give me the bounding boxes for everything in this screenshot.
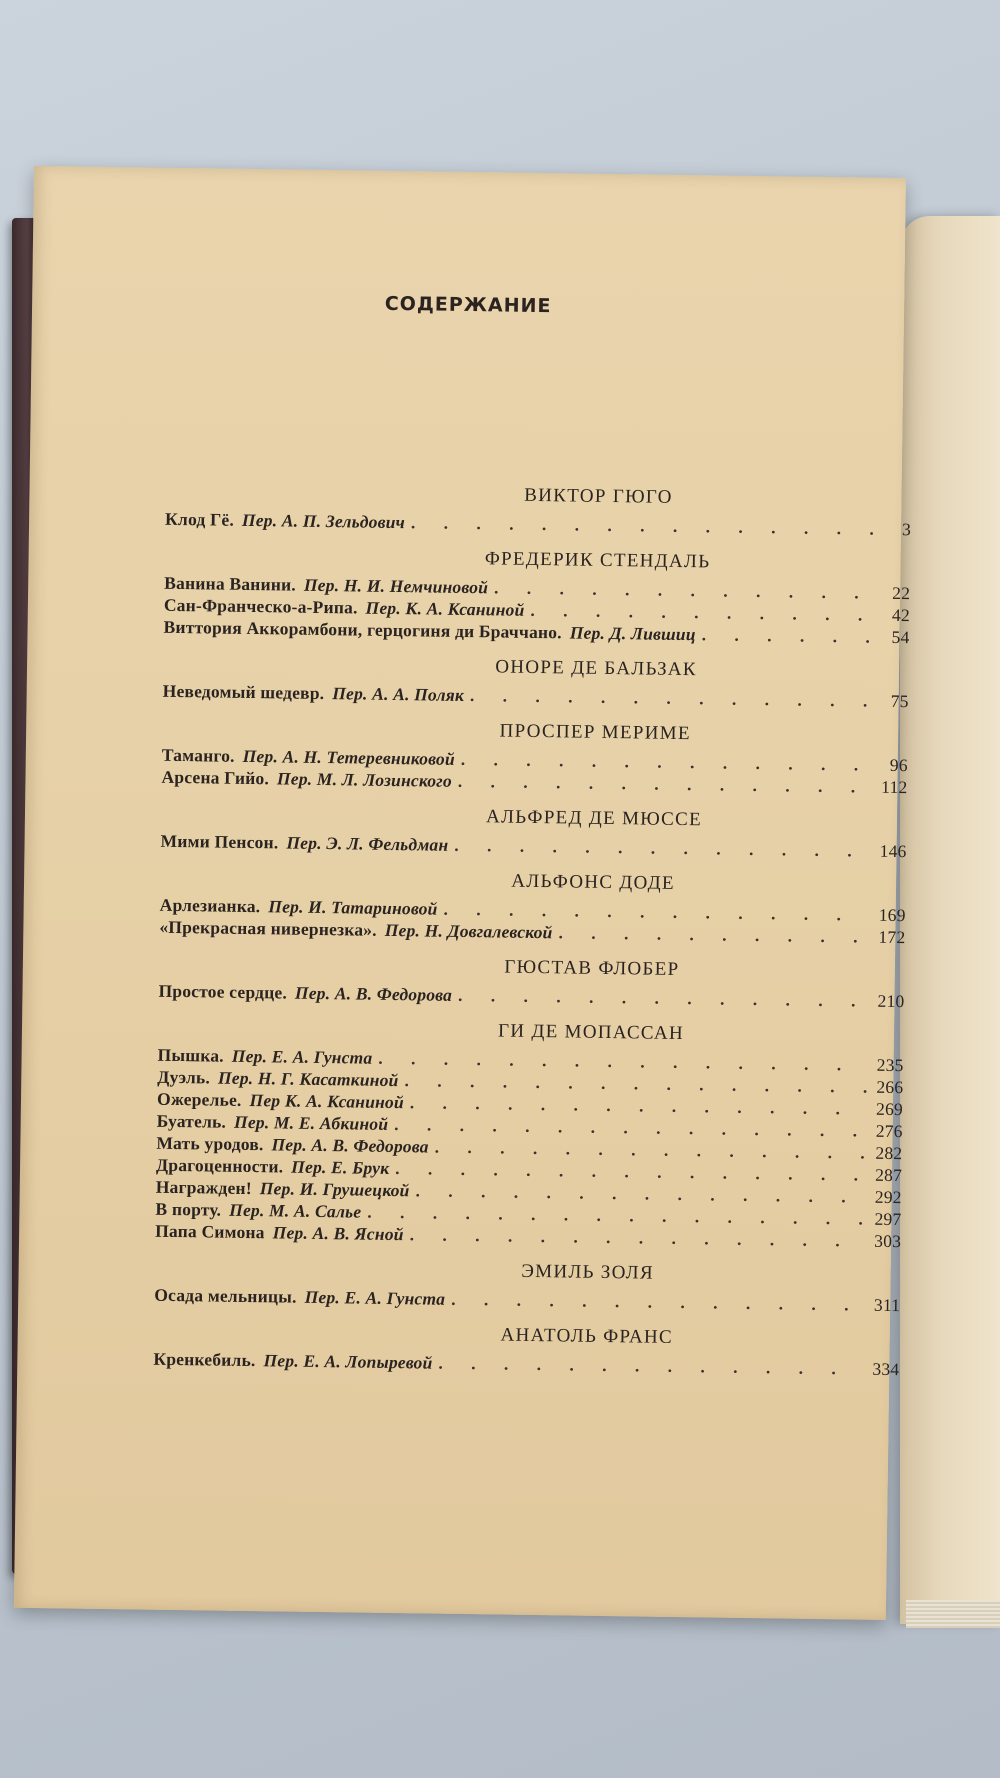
entry-page-number: 269 <box>875 1098 904 1120</box>
entry-title: Буатель. <box>156 1110 227 1132</box>
entry-title: Мими Пенсон. <box>160 830 279 853</box>
toc-entry <box>154 1284 900 1316</box>
toc-entry <box>165 508 911 540</box>
entry-page-number: 303 <box>874 1230 902 1252</box>
entry-translator: Пер. А. Н. Тетеревниковой <box>242 745 456 769</box>
entry-translator: Пер. Н. Довгалевской <box>384 919 553 943</box>
entry-title: Виттория Аккорамбони, герцогиня ди Браччано. <box>163 616 562 643</box>
entry-page-number: 287 <box>875 1164 903 1186</box>
table-of-contents <box>153 466 912 1380</box>
entry-title: Мать уродов. <box>156 1132 264 1155</box>
entry-page-number: 282 <box>875 1142 903 1164</box>
entry-page-number: 112 <box>881 776 908 798</box>
entry-translator: Пер. М. Е. Абкиной <box>233 1111 389 1134</box>
entry-title: Ванина Ванини. <box>164 572 297 595</box>
entry-title: Арлезианка. <box>159 894 261 917</box>
author-heading: ГИ ДЕ МОПАССАН <box>497 1020 685 1045</box>
entry-translator: Пер. А. В. Федорова <box>271 1134 429 1157</box>
entry-title: В порту. <box>155 1198 222 1220</box>
entry-translator: Пер. Е. Брук <box>291 1156 390 1178</box>
entry-translator: Пер. И. Грушецкой <box>259 1178 410 1201</box>
entry-page-number: 96 <box>889 754 908 776</box>
author-heading: ОНОРЕ ДЕ БАЛЬЗАК <box>495 656 698 681</box>
entry-title: Папа Симона <box>155 1220 265 1243</box>
entry-translator: Пер. Е. А. Гунста <box>231 1045 373 1068</box>
entry-page-number: 172 <box>878 926 906 948</box>
entry-translator: Пер. Е. А. Лопыревой <box>263 1350 433 1373</box>
entry-page-number: 3 <box>901 519 912 540</box>
author-heading: АНАТОЛЬ ФРАНС <box>500 1324 674 1348</box>
entry-title: Пышка. <box>157 1044 224 1066</box>
entry-page-number: 22 <box>892 582 911 604</box>
contents-page <box>14 166 912 1620</box>
entry-translator: Пер К. А. Ксаниной <box>249 1090 405 1113</box>
entry-translator: Пер. И. Татариновой <box>268 896 438 919</box>
entry-translator: Пер. А. В. Ясной <box>272 1222 404 1245</box>
entry-page-number: 266 <box>876 1076 904 1098</box>
entry-translator: Пер. Е. А. Гунста <box>304 1286 446 1309</box>
page-title: СОДЕРЖАНИЕ <box>384 292 552 318</box>
entry-title: Арсена Гийо. <box>161 766 270 789</box>
dot-leader <box>702 623 874 647</box>
author-heading: ЭМИЛЬ ЗОЛЯ <box>521 1260 655 1284</box>
entry-translator: Пер. А. В. Федорова <box>294 982 453 1005</box>
author-heading: ПРОСПЕР МЕРИМЕ <box>499 720 691 745</box>
entry-title: «Прекрасная нивернезка». <box>159 916 377 940</box>
toc-entry <box>163 680 909 712</box>
entry-page-number: 297 <box>874 1208 902 1230</box>
dot-leader <box>458 770 872 798</box>
dot-leader <box>438 1352 863 1380</box>
entry-title: Сан-Франческо-а-Рипа. <box>163 594 358 618</box>
entry-page-number: 54 <box>891 626 910 648</box>
entry-title: Клод Гё. <box>164 508 235 530</box>
toc-entry <box>158 980 904 1012</box>
author-heading: АЛЬФРЕД ДЕ МЮССЕ <box>485 806 703 831</box>
entry-translator: Пер. Д. Лившиц <box>569 622 696 645</box>
toc-entry <box>153 1348 899 1380</box>
entry-page-number: 210 <box>877 990 905 1012</box>
entry-title: Неведомый шедевр. <box>162 680 325 704</box>
entry-translator: Пер. Э. Л. Фельдман <box>286 832 449 855</box>
entry-title: Осада мельницы. <box>154 1284 297 1307</box>
dot-leader <box>458 984 869 1012</box>
author-heading: АЛЬФОНС ДОДЕ <box>511 870 675 894</box>
entry-page-number: 75 <box>890 690 909 712</box>
entry-title: Простое сердце. <box>158 980 288 1003</box>
entry-translator: Пер. К. А. Ксаниной <box>365 597 525 620</box>
entry-page-number: 311 <box>873 1294 901 1316</box>
entry-title: Ожерелье. <box>156 1088 242 1110</box>
entry-page-number: 276 <box>875 1120 903 1142</box>
entry-page-number: 42 <box>891 604 910 626</box>
author-heading: ФРЕДЕРИК СТЕНДАЛЬ <box>484 548 711 573</box>
author-heading: ГЮСТАВ ФЛОБЕР <box>504 956 680 981</box>
entry-title: Кренкебиль. <box>153 1348 256 1371</box>
author-heading: ВИКТОР ГЮГО <box>524 484 673 508</box>
page-edges <box>906 1600 1000 1628</box>
entry-title: Дуэль. <box>157 1066 211 1088</box>
entry-translator: Пер. М. Л. Лозинского <box>276 768 453 791</box>
dot-leader <box>558 921 869 947</box>
entry-page-number: 146 <box>879 840 907 862</box>
entry-page-number: 235 <box>876 1054 904 1076</box>
dot-leader <box>470 684 873 712</box>
entry-translator: Пер. Н. И. Немчиновой <box>303 574 489 598</box>
dot-leader <box>454 834 871 862</box>
dot-leader <box>411 511 875 539</box>
entry-title: Награжден! <box>155 1176 252 1199</box>
entry-translator: Пер. Н. Г. Касаткиной <box>217 1067 399 1091</box>
facing-page <box>900 216 1000 1624</box>
entry-translator: Пер. М. А. Салье <box>229 1199 362 1222</box>
entry-title: Таманго. <box>161 744 235 766</box>
entry-translator: Пер. А. А. Поляк <box>332 683 465 705</box>
entry-translator: Пер. А. П. Зельдович <box>241 509 406 533</box>
entry-page-number: 169 <box>878 904 906 926</box>
entry-title: Драгоценности. <box>155 1154 284 1177</box>
entry-page-number: 292 <box>874 1186 902 1208</box>
entry-page-number: 334 <box>872 1358 900 1380</box>
toc-entry <box>160 830 906 862</box>
dot-leader <box>451 1288 864 1316</box>
